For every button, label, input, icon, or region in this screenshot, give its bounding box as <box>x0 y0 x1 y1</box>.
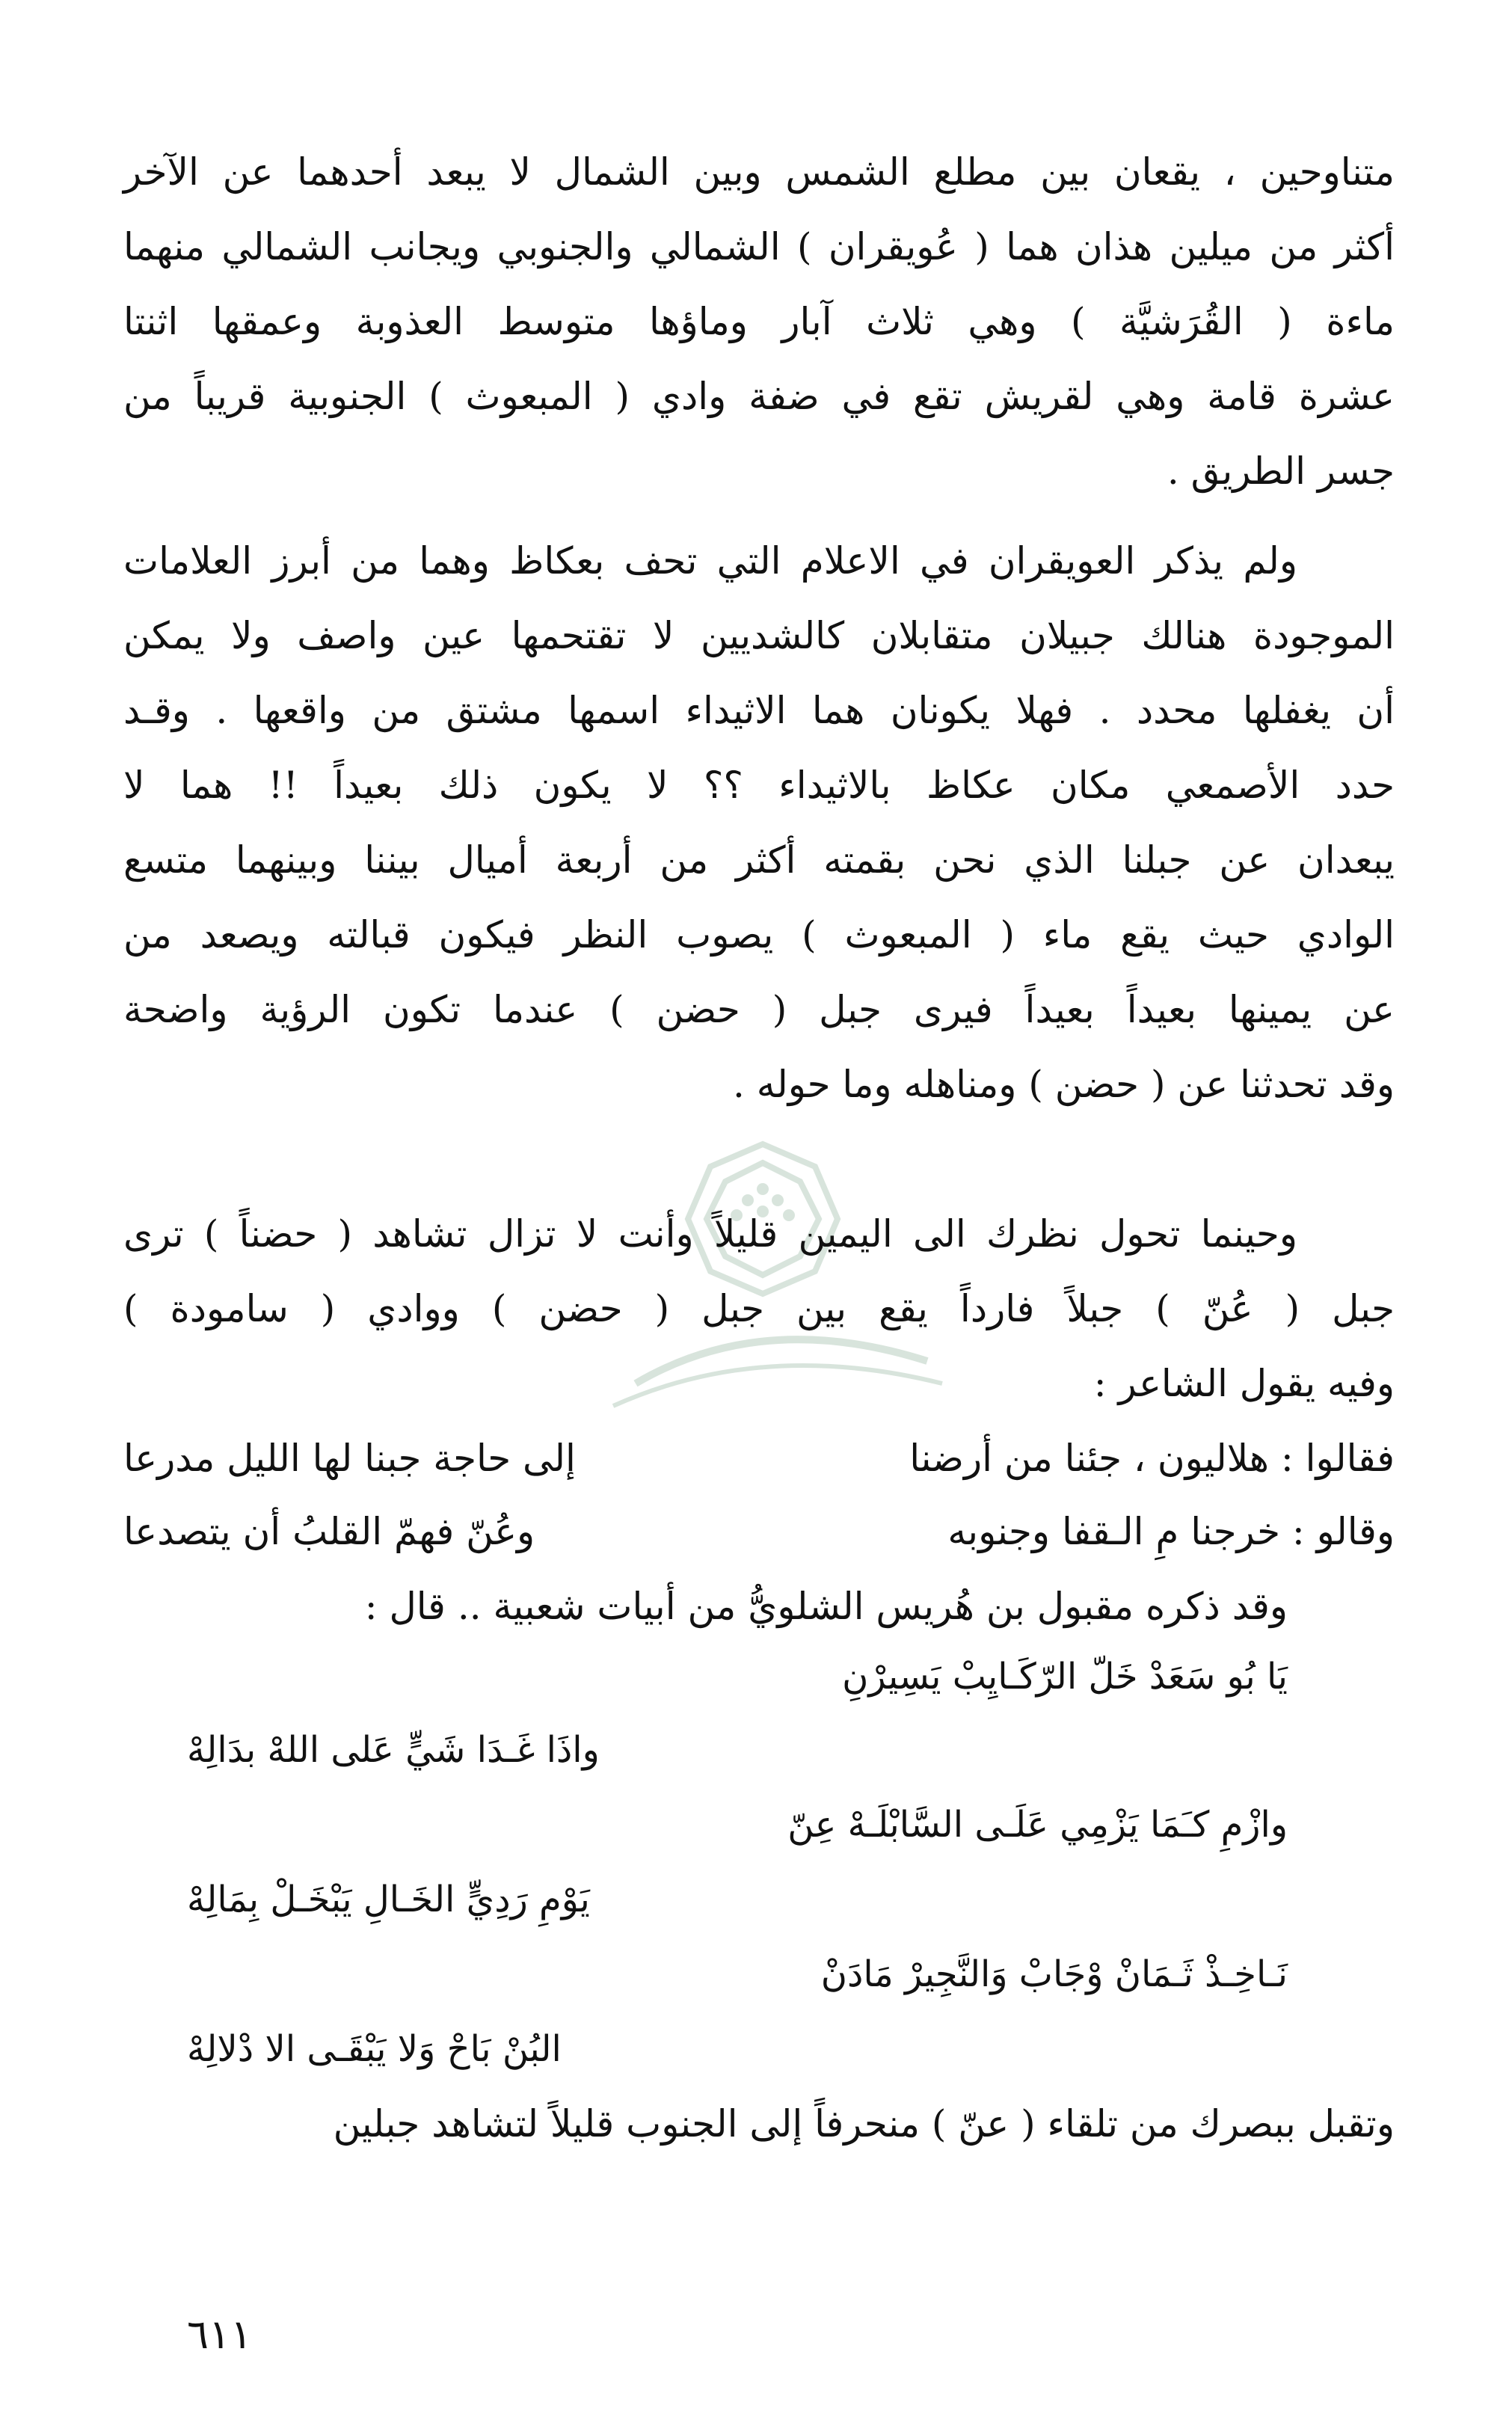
paragraph-3 <box>123 1197 1395 1421</box>
folk-verse-line: نَـاخِـذْ ثَـمَانْ وْجَابْ وَالنَّجِيرْ مَادَنْ <box>820 1953 1288 1995</box>
closing-line: وتقبل ببصرك من تلقاء ( عنّ ) منحرفاً إلى الجنوب قليلاً لتشاهد جبلين <box>333 2102 1395 2146</box>
text-line: جبل ( عُنّ ) جبلاً فارداً يقع بين جبل ( حضن ) ووادي ( سامودة ) <box>123 1287 1395 1330</box>
text-line: متناوحين ، يقعان بين مطلع الشمس وبين الشمال لا يبعد أحدهما عن الآخر <box>123 150 1395 194</box>
folk-verse-line: واذَا غَـدَا شَيٍّ عَلى اللهْ بدَالِهْ <box>187 1729 600 1771</box>
text-line: وقد تحدثنا عن ( حضن ) ومناهله وما حوله . <box>732 1063 1395 1106</box>
paragraph-2 <box>123 523 1395 1122</box>
page-number: ٦١١ <box>187 2311 253 2358</box>
verse-second-hemistich: وعُنّ فهمّ القلبُ أن يتصدعا <box>123 1510 535 1553</box>
text-line: أكثر من ميلين هذان هما ( عُويقران ) الشمالي والجنوبي ويجانب الشمالي منهما <box>123 225 1395 268</box>
verse-second-hemistich: إلى حاجة جبنا لها الليل مدرعا <box>123 1437 576 1480</box>
verse-first-hemistich: فقالوا : هلاليون ، جئنا من أرضنا <box>909 1437 1395 1480</box>
folk-verse-line: يَوْمِ رَدِيٍّ الخَـالِ يَبْخَـلْ بِمَالِهْ <box>187 1879 590 1920</box>
text-line: وفيه يقول الشاعر : <box>1093 1362 1395 1405</box>
text-line: أن يغفلها محدد . فهلا يكونان هما الاثيداء اسمها مشتق من واقعها . وقـد <box>123 689 1395 732</box>
intro-line: وقد ذكره مقبول بن هُريس الشلويُّ من أبيات شعبية .. قال : <box>364 1585 1288 1628</box>
text-line: حدد الأصمعي مكان عكاظ بالاثيداء ؟؟ لا يكون ذلك بعيداً !! هما لا <box>123 764 1395 807</box>
text-line: عشرة قامة وهي لقريش تقع في ضفة وادي ( المبعوث ) الجنوبية قريباً من <box>123 375 1395 418</box>
text-line: جسر الطريق . <box>1167 449 1395 493</box>
text-line: ماءة ( القُرَشيَّة ) وهي ثلاث آبار وماؤها متوسط العذوبة وعمقها اثنتا <box>123 300 1395 343</box>
paragraph-1 <box>123 135 1395 509</box>
folk-verse-line: البُنْ بَاحْ وَلا يَبْقَـى الا دْلالِهْ <box>187 2028 562 2070</box>
text-line: يبعدان عن جبلنا الذي نحن بقمته أكثر من أربعة أميال بيننا وبينهما متسع <box>123 838 1395 882</box>
verse-first-hemistich: وقالو : خرجنا مِ الـقفا وجنوبه <box>947 1510 1395 1553</box>
folk-verse-line: وازْمِ كـَمَا يَزْمِي عَلَـى السَّابْلَـهْ عِنّ <box>787 1804 1288 1846</box>
poem-verse <box>123 1421 1395 1496</box>
poem-verse <box>123 1494 1395 1569</box>
text-line: وحينما تحول نظرك الى اليمين قليلاً وأنت لا تزال تشاهد ( حضناً ) ترى <box>123 1212 1297 1256</box>
text-line: ولم يذكر العويقران في الاعلام التي تحف بعكاظ وهما من أبرز العلامات <box>123 539 1297 583</box>
text-line: الموجودة هنالك جبيلان متقابلان كالشديين لا تقتحمها عين واصف ولا يمكن <box>123 614 1395 657</box>
text-line: عن يمينها بعيداً بعيداً فيرى جبل ( حضن ) عندما تكون الرؤية واضحة <box>123 988 1395 1031</box>
folk-verse-line: يَا بُو سَعَدْ خَلّ الرّكَـايِبْ يَسِيرْنِ <box>842 1656 1288 1698</box>
text-line: الوادي حيث يقع ماء ( المبعوث ) يصوب النظر فيكون قبالته ويصعد من <box>123 913 1395 956</box>
